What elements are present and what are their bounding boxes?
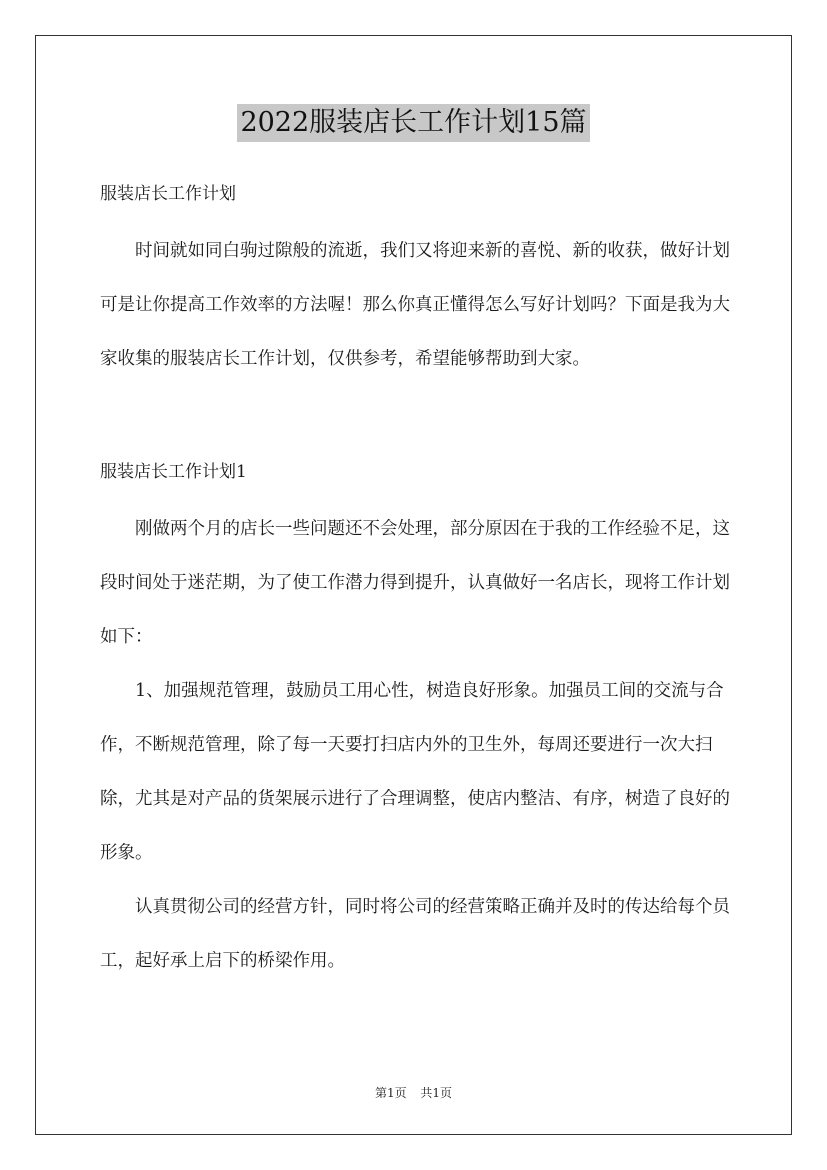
- page-number: 第1页: [374, 1086, 407, 1100]
- section-heading: 服装店长工作计划1: [100, 462, 247, 482]
- page-footer: [0, 1084, 827, 1101]
- section-paragraph: 刚做两个月的店长一些问题还不会处理，部分原因在于我的工作经验不足，这段时间处于迷茫期，为了使工作潜力得到提升，认真做好一名店长，现将工作计划如下：: [100, 519, 730, 647]
- document-body: [100, 170, 732, 988]
- section-paragraph: 认真贯彻公司的经营方针，同时将公司的经营策略正确并及时的传达给每个员工，起好承上启下的桥梁作用。: [100, 897, 730, 971]
- intro-heading: 服装店长工作计划: [100, 184, 236, 204]
- document-title: 2022服装店长工作计划15篇: [237, 104, 589, 142]
- page-total: 共1页: [420, 1086, 453, 1100]
- section-paragraph: 1、加强规范管理，鼓励员工用心性，树造良好形象。加强员工间的交流与合作，不断规范管理，除了每一天要打扫店内外的卫生外，每周还要进行一次大扫除，尤其是对产品的货架展示进行了合理调整，使店内整洁、有序，树造了良好的形象。: [100, 681, 730, 863]
- title-area: [0, 104, 827, 142]
- intro-paragraph: 时间就如同白驹过隙般的流逝，我们又将迎来新的喜悦、新的收获，做好计划可是让你提高工作效率的方法喔！那么你真正懂得怎么写好计划吗？下面是我为大家收集的服装店长工作计划，仅供参考，希望能够帮助到大家。: [100, 241, 730, 369]
